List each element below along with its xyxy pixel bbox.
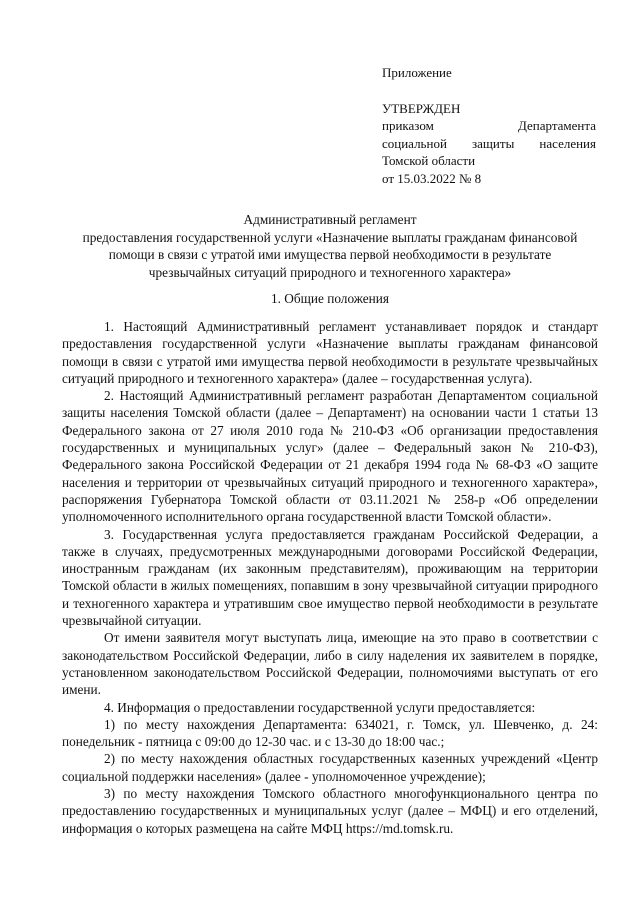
approved-heading: УТВЕРЖДЕН xyxy=(382,100,461,116)
approval-line-department: социальной защиты населения xyxy=(382,135,596,151)
paragraph-4: От имени заявителя могут выступать лица, имеющие на это право в соответствии с законодательством Российской Федерации, либо в силу наделения их заявителем в порядке, установленном законодательством Российской Федерации, полномочиями выступать от его имени. xyxy=(62,630,598,698)
paragraph-7: 2) по месту нахождения областных государственных казенных учреждений «Центр социальной поддержки населения» (далее - уполномоченное учреждение); xyxy=(62,751,598,784)
document-title xyxy=(62,211,598,281)
approval-line-date: от 15.03.2022 № 8 xyxy=(382,170,482,186)
title-line-4: чрезвычайных ситуаций природного и техногенного характера» xyxy=(148,264,512,280)
paragraph-6: 1) по месту нахождения Департамента: 634021, г. Томск, ул. Шевченко, д. 24: понедельник - пятница с 09:00 до 12-30 час. и с 13-30 до 18:00 час.; xyxy=(62,716,598,750)
title-line-2: предоставления государственной услуги «Назначение выплаты гражданам финансовой xyxy=(82,229,578,245)
approval-block xyxy=(382,64,596,187)
title-line-3: помощи в связи с утратой ими имущества первой необходимости в результате xyxy=(108,247,552,262)
section-heading: 1. Общие положения xyxy=(270,291,390,306)
approval-line-order: приказом Департамента xyxy=(382,118,596,133)
paragraph-1: 1. Настоящий Административный регламент устанавливает порядок и стандарт предоставления государственной услуги «Назначение выплаты гражданам финансовой помощи в связи с утратой ими имущества первой необходимости в результате чрезвычайных ситуаций природного и техногенного характера» (далее – государственная услуга). xyxy=(62,319,598,386)
document-body xyxy=(62,318,598,837)
paragraph-3: 3. Государственная услуга предоставляется гражданам Российской Федерации, а также в случаях, предусмотренных международными договорами Российской Федерации, иностранным гражданам (их законным представителям), проживающим на территории Томской области в жилых помещениях, попавшим в зону чрезвычайной ситуации природного и техногенного характера и утратившим свое имущество первой необходимости в результате чрезвычайной ситуации. xyxy=(62,526,598,629)
appendix-label: Приложение xyxy=(382,65,452,80)
paragraph-8: 3) по месту нахождения Томского областного многофункционального центра по предоставлению государственных и муниципальных услуг (далее – МФЦ) и его отделений, информация о которых размещена на сайте МФЦ https://md.tomsk.ru. xyxy=(62,786,598,836)
approval-line-region: Томской области xyxy=(382,153,476,168)
paragraph-2: 2. Настоящий Административный регламент разработан Департаментом социальной защиты населения Томской области (далее – Департамент) на основании части 1 статьи 13 Федерального закона от 27 июля 2010 года № 210-ФЗ «Об организации предоставления государственных и муниципальных услуг» (далее – Федеральный закон № 210-ФЗ), Федерального закона Российской Федерации от 21 декабря 1994 года № 68-ФЗ «О защите населения и территории от чрезвычайных ситуаций природного и техногенного характера», распоряжения Губернатора Томской области от 03.11.2021 № 258-р «Об определении уполномоченного исполнительного органа государственной власти Томской области». xyxy=(62,388,598,525)
paragraph-5: 4. Информация о предоставлении государственной услуги предоставляется: xyxy=(104,699,536,715)
title-line-1: Административный регламент xyxy=(243,212,417,227)
